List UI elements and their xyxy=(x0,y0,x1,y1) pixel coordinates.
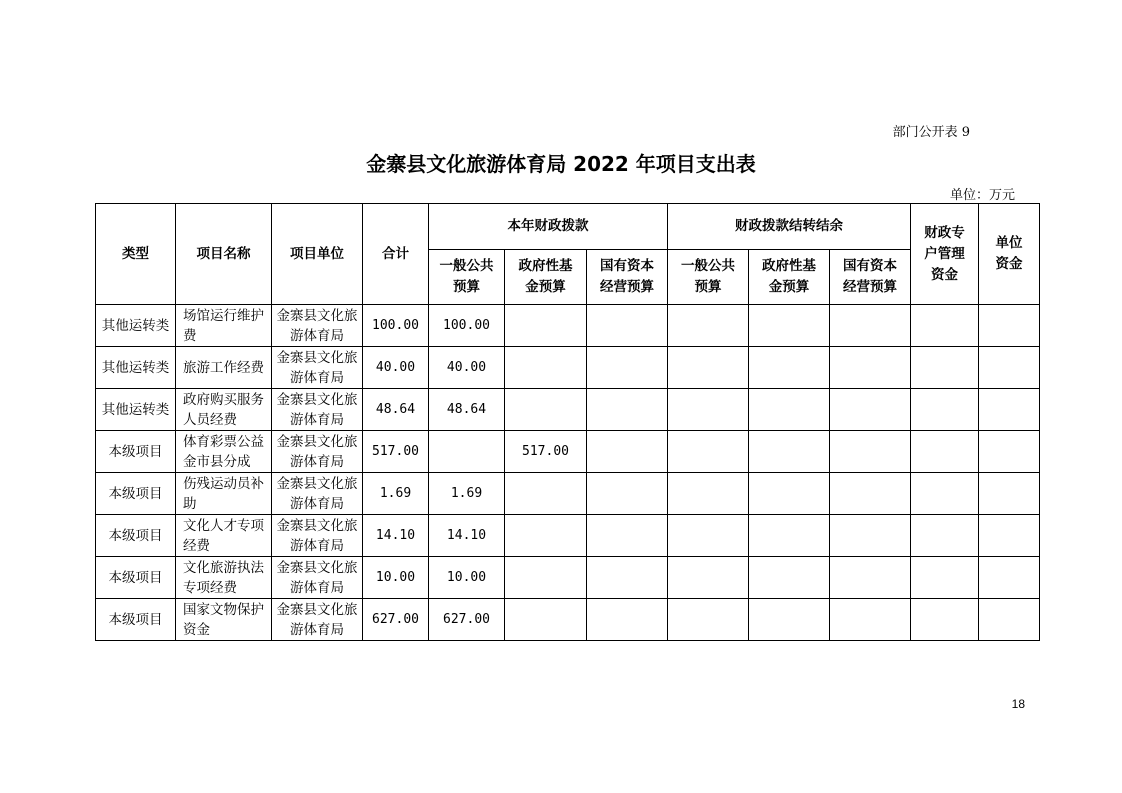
project-expenditure-table xyxy=(95,203,1040,641)
project-unit-cell: 金寨县文化旅游体育局 xyxy=(272,431,363,473)
cur-gov-fund-cell: 517.00 xyxy=(505,431,587,473)
cur-general-cell: 1.69 xyxy=(429,473,505,515)
table-row xyxy=(96,305,1040,347)
carry-gov-fund-cell xyxy=(749,347,830,389)
carry-gov-fund-cell xyxy=(749,431,830,473)
header-cur-general-budget: 一般公共预算 xyxy=(429,250,505,305)
carry-gov-fund-cell xyxy=(749,599,830,641)
project-unit-cell: 金寨县文化旅游体育局 xyxy=(272,347,363,389)
special-account-cell xyxy=(911,305,979,347)
total-cell: 100.00 xyxy=(363,305,429,347)
header-cur-gov-fund-budget: 政府性基金预算 xyxy=(505,250,587,305)
header-cur-state-capital-budget: 国有资本经营预算 xyxy=(587,250,668,305)
cur-general-cell: 40.00 xyxy=(429,347,505,389)
cur-state-capital-cell xyxy=(587,389,668,431)
project-unit-cell: 金寨县文化旅游体育局 xyxy=(272,515,363,557)
unit-funds-cell xyxy=(979,515,1040,557)
project-unit-cell: 金寨县文化旅游体育局 xyxy=(272,305,363,347)
project-name-cell: 国家文物保护资金 xyxy=(176,599,272,641)
unit-funds-cell xyxy=(979,431,1040,473)
total-cell: 14.10 xyxy=(363,515,429,557)
carry-state-capital-cell xyxy=(830,515,911,557)
cur-state-capital-cell xyxy=(587,347,668,389)
special-account-cell xyxy=(911,599,979,641)
cur-state-capital-cell xyxy=(587,305,668,347)
unit-funds-cell xyxy=(979,347,1040,389)
cur-gov-fund-cell xyxy=(505,347,587,389)
cur-general-cell: 48.64 xyxy=(429,389,505,431)
type-cell: 本级项目 xyxy=(96,557,176,599)
table-row xyxy=(96,473,1040,515)
carry-general-cell xyxy=(668,305,749,347)
total-cell: 517.00 xyxy=(363,431,429,473)
header-carry-general-budget: 一般公共预算 xyxy=(668,250,749,305)
table-row xyxy=(96,599,1040,641)
carry-gov-fund-cell xyxy=(749,557,830,599)
header-special-account-funds: 财政专户管理资金 xyxy=(911,204,979,305)
project-name-cell: 伤残运动员补助 xyxy=(176,473,272,515)
carry-state-capital-cell xyxy=(830,347,911,389)
cur-state-capital-cell xyxy=(587,515,668,557)
table-row xyxy=(96,431,1040,473)
special-account-cell xyxy=(911,515,979,557)
project-name-cell: 文化人才专项经费 xyxy=(176,515,272,557)
project-name-cell: 场馆运行维护费 xyxy=(176,305,272,347)
header-carryover-balance: 财政拨款结转结余 xyxy=(668,204,911,250)
table-body xyxy=(96,305,1040,641)
carry-state-capital-cell xyxy=(830,557,911,599)
unit-funds-cell xyxy=(979,473,1040,515)
cur-general-cell: 10.00 xyxy=(429,557,505,599)
carry-general-cell xyxy=(668,599,749,641)
unit-funds-cell xyxy=(979,305,1040,347)
special-account-cell xyxy=(911,557,979,599)
table-row xyxy=(96,389,1040,431)
table-row xyxy=(96,347,1040,389)
project-unit-cell: 金寨县文化旅游体育局 xyxy=(272,473,363,515)
cur-general-cell xyxy=(429,431,505,473)
cur-gov-fund-cell xyxy=(505,305,587,347)
table-row xyxy=(96,515,1040,557)
unit-funds-cell xyxy=(979,599,1040,641)
project-unit-cell: 金寨县文化旅游体育局 xyxy=(272,557,363,599)
header-total: 合计 xyxy=(363,204,429,305)
total-cell: 1.69 xyxy=(363,473,429,515)
header-carry-state-capital-budget: 国有资本经营预算 xyxy=(830,250,911,305)
carry-gov-fund-cell xyxy=(749,515,830,557)
carry-general-cell xyxy=(668,473,749,515)
cur-state-capital-cell xyxy=(587,599,668,641)
project-unit-cell: 金寨县文化旅游体育局 xyxy=(272,389,363,431)
header-row-1 xyxy=(96,204,1040,250)
header-project-unit: 项目单位 xyxy=(272,204,363,305)
carry-state-capital-cell xyxy=(830,389,911,431)
project-unit-cell: 金寨县文化旅游体育局 xyxy=(272,599,363,641)
cur-gov-fund-cell xyxy=(505,389,587,431)
carry-gov-fund-cell xyxy=(749,473,830,515)
cur-state-capital-cell xyxy=(587,557,668,599)
total-cell: 48.64 xyxy=(363,389,429,431)
unit-funds-cell xyxy=(979,389,1040,431)
project-name-cell: 政府购买服务人员经费 xyxy=(176,389,272,431)
total-cell: 10.00 xyxy=(363,557,429,599)
type-cell: 其他运转类 xyxy=(96,389,176,431)
carry-state-capital-cell xyxy=(830,473,911,515)
unit-funds-cell xyxy=(979,557,1040,599)
special-account-cell xyxy=(911,473,979,515)
type-cell: 本级项目 xyxy=(96,599,176,641)
type-cell: 其他运转类 xyxy=(96,305,176,347)
cur-general-cell: 14.10 xyxy=(429,515,505,557)
cur-gov-fund-cell xyxy=(505,599,587,641)
cur-gov-fund-cell xyxy=(505,515,587,557)
carry-state-capital-cell xyxy=(830,431,911,473)
table-row xyxy=(96,557,1040,599)
type-cell: 本级项目 xyxy=(96,431,176,473)
cur-general-cell: 100.00 xyxy=(429,305,505,347)
header-project-name: 项目名称 xyxy=(176,204,272,305)
cur-gov-fund-cell xyxy=(505,473,587,515)
cur-general-cell: 627.00 xyxy=(429,599,505,641)
header-carry-gov-fund-budget: 政府性基金预算 xyxy=(749,250,830,305)
carry-general-cell xyxy=(668,347,749,389)
page-number: 18 xyxy=(1011,697,1025,711)
header-current-year-appropriation: 本年财政拨款 xyxy=(429,204,668,250)
carry-general-cell xyxy=(668,515,749,557)
special-account-cell xyxy=(911,347,979,389)
cur-state-capital-cell xyxy=(587,431,668,473)
special-account-cell xyxy=(911,431,979,473)
carry-general-cell xyxy=(668,389,749,431)
special-account-cell xyxy=(911,389,979,431)
carry-general-cell xyxy=(668,557,749,599)
carry-state-capital-cell xyxy=(830,305,911,347)
page-title: 金寨县文化旅游体育局 2022 年项目支出表 xyxy=(366,152,756,176)
header-type: 类型 xyxy=(96,204,176,305)
project-name-cell: 体育彩票公益金市县分成 xyxy=(176,431,272,473)
total-cell: 627.00 xyxy=(363,599,429,641)
total-cell: 40.00 xyxy=(363,347,429,389)
type-cell: 本级项目 xyxy=(96,515,176,557)
document-code: 部门公开表 9 xyxy=(892,125,970,140)
type-cell: 本级项目 xyxy=(96,473,176,515)
project-name-cell: 文化旅游执法专项经费 xyxy=(176,557,272,599)
cur-gov-fund-cell xyxy=(505,557,587,599)
header-unit-funds: 单位资金 xyxy=(979,204,1040,305)
carry-state-capital-cell xyxy=(830,599,911,641)
unit-label: 单位：万元 xyxy=(949,188,1015,203)
type-cell: 其他运转类 xyxy=(96,347,176,389)
project-name-cell: 旅游工作经费 xyxy=(176,347,272,389)
cur-state-capital-cell xyxy=(587,473,668,515)
carry-gov-fund-cell xyxy=(749,389,830,431)
carry-general-cell xyxy=(668,431,749,473)
carry-gov-fund-cell xyxy=(749,305,830,347)
